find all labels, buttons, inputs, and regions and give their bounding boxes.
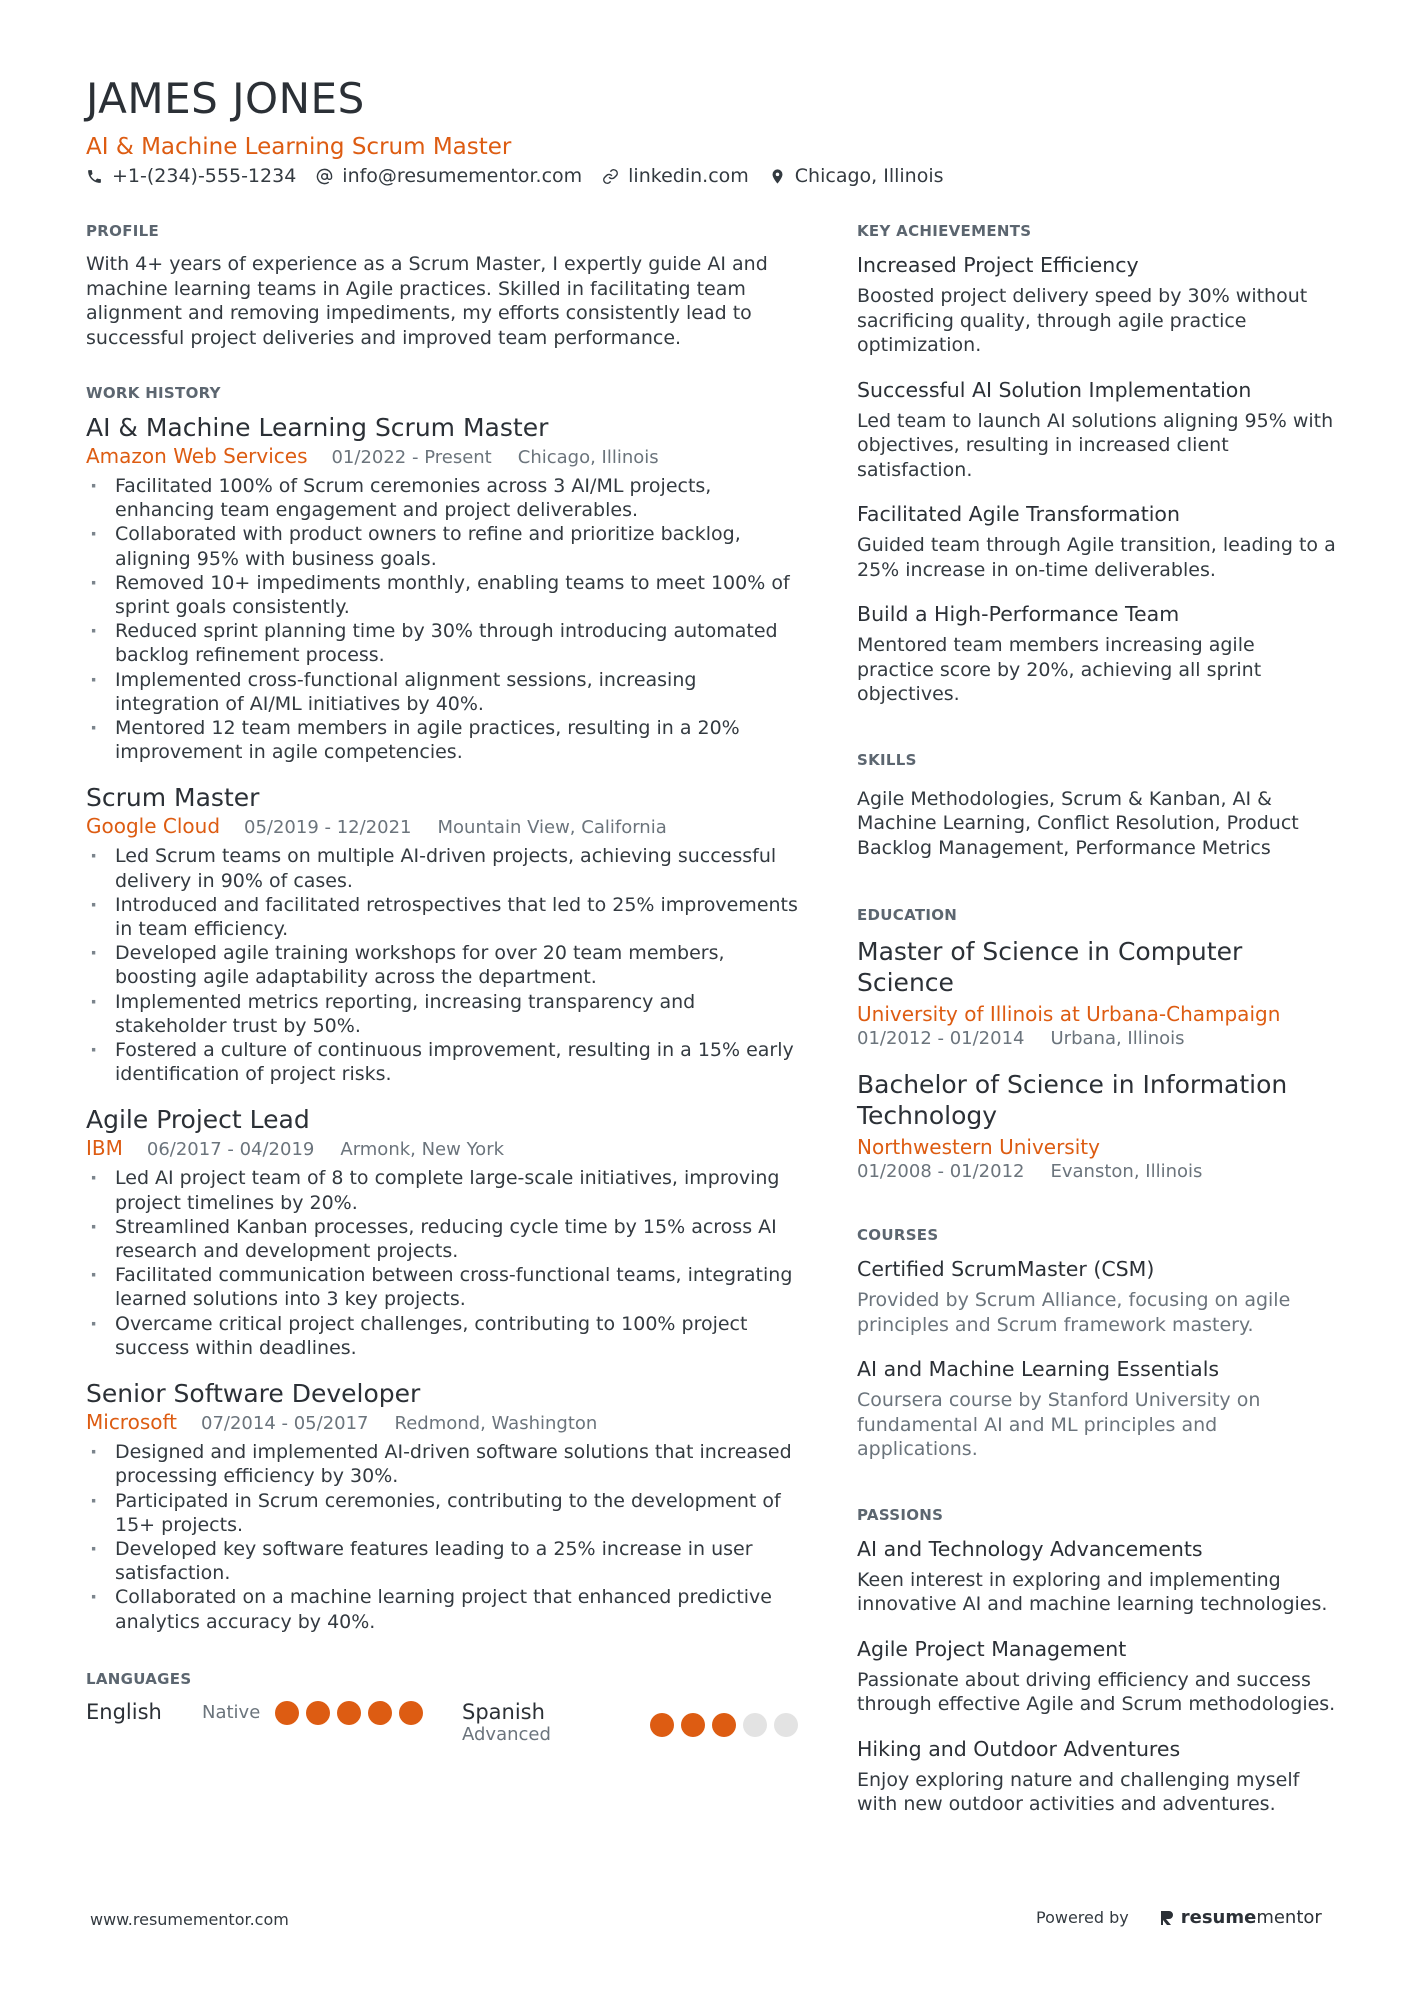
section-heading: KEY ACHIEVEMENTS: [857, 222, 1032, 240]
school-name: University of Illinois at Urbana-Champaign: [857, 1002, 1281, 1026]
languages-row: [86, 1700, 806, 1745]
list-item: · Designed and implemented AI-driven software solutions that increased processing efficiency by 30%.: [86, 1440, 806, 1488]
achievement-desc: Boosted project delivery speed by 30% without sacrificing quality, through agile practice optimization.: [857, 285, 1308, 356]
job-entry: [86, 1104, 806, 1360]
job-bullets: [86, 844, 806, 1086]
course-title: Certified ScrumMaster (CSM): [857, 1257, 1155, 1281]
education-location: Evanston, Illinois: [1050, 1161, 1203, 1182]
rating-dot: [337, 1701, 361, 1725]
job-dates: 01/2022 - Present: [331, 447, 492, 468]
language-level: Advanced: [462, 1723, 551, 1745]
job-dates: 06/2017 - 04/2019: [146, 1139, 315, 1161]
section-heading: PROFILE: [86, 222, 160, 240]
achievement-title: Successful AI Solution Implementation: [857, 377, 1252, 402]
job-bullets: [86, 1440, 806, 1634]
rating-dot: [399, 1701, 423, 1725]
job-bullets: [86, 474, 806, 764]
job-bullets: [86, 1166, 806, 1360]
job-title: AI & Machine Learning Scrum Master: [86, 413, 549, 442]
candidate-name: JAMES JONES: [86, 74, 365, 123]
language-name: English: [86, 1699, 162, 1724]
achievement-desc: Guided team through Agile transition, leading to a 25% increase in on-time deliverables.: [857, 534, 1336, 581]
list-item: · Mentored 12 team members in agile practices, resulting in a 20% improvement in agile competencies.: [86, 716, 806, 764]
skills-section: [857, 751, 1337, 861]
section-heading: LANGUAGES: [86, 1669, 192, 1688]
course-desc: Provided by Scrum Alliance, focusing on agile principles and Scrum framework mastery.: [857, 1289, 1291, 1336]
achievement-desc: Led team to launch AI solutions aligning 95% with objectives, resulting in increased client satisfaction.: [857, 409, 1334, 481]
job-title: Agile Project Lead: [86, 1105, 310, 1135]
section-heading: COURSES: [857, 1226, 939, 1244]
passion-item: [857, 1536, 1337, 1617]
section-heading: WORK HISTORY: [86, 384, 221, 402]
education-meta: [857, 1161, 1337, 1182]
rating-dot: [650, 1713, 674, 1737]
job-meta: [86, 1410, 806, 1434]
section-heading: PASSIONS: [857, 1505, 944, 1524]
rating-dot: [774, 1713, 798, 1737]
company-name: Amazon Web Services: [86, 444, 308, 468]
passions-section: [857, 1506, 1337, 1817]
achievement-desc: Mentored team members increasing agile practice score by 20%, achieving all sprint objectives.: [857, 634, 1262, 705]
course-item: [857, 1256, 1337, 1337]
course-title: AI and Machine Learning Essentials: [857, 1357, 1220, 1381]
job-location: Redmond, Washington: [394, 1413, 598, 1435]
contact-location: [769, 165, 944, 187]
education-meta: [857, 1028, 1337, 1049]
job-dates: 05/2019 - 12/2021: [244, 817, 412, 839]
language-english: [86, 1700, 462, 1725]
location-pin-icon: [769, 168, 786, 185]
languages-section: [86, 1670, 806, 1745]
list-item: · Collaborated with product owners to refine and prioritize backlog, aligning 95% with business goals.: [86, 522, 806, 570]
degree-name: Bachelor of Science in Information Technology: [857, 1070, 1288, 1130]
list-item: · Streamlined Kanban processes, reducing cycle time by 15% across AI research and development projects.: [86, 1215, 806, 1263]
job-location: Chicago, Illinois: [517, 447, 659, 468]
achievement-title: Facilitated Agile Transformation: [857, 502, 1180, 526]
rating-dot: [368, 1701, 392, 1725]
rating-dot: [743, 1713, 767, 1737]
candidate-title: AI & Machine Learning Scrum Master: [86, 134, 512, 160]
passion-desc: Enjoy exploring nature and challenging myself with new outdoor activities and adventures.: [857, 1768, 1300, 1815]
company-name: IBM: [86, 1136, 123, 1161]
list-item: · Developed agile training workshops for over 20 team members, boosting agile adaptability across the department.: [86, 941, 806, 989]
list-item: · Led AI project team of 8 to complete large-scale initiatives, improving project timelines by 20%.: [86, 1166, 806, 1214]
job-entry: [86, 782, 806, 1086]
education-dates: 01/2008 - 01/2012: [857, 1161, 1025, 1182]
job-dates: 07/2014 - 05/2017: [201, 1413, 369, 1435]
achievement-title: Build a High-Performance Team: [857, 602, 1180, 626]
courses-section: [857, 1226, 1337, 1462]
passion-desc: Keen interest in exploring and implementing innovative AI and machine learning technologies.: [857, 1568, 1328, 1615]
rating-dots: [275, 1700, 430, 1725]
job-title: Scrum Master: [86, 783, 260, 813]
course-desc: Coursera course by Stanford University on fundamental AI and ML principles and applications.: [857, 1389, 1261, 1460]
work-history-section: [86, 384, 806, 1634]
achievement-item: [857, 601, 1337, 707]
list-item: · Facilitated 100% of Scrum ceremonies across 3 AI/ML projects, enhancing team engagement and project deliverables.: [86, 474, 806, 522]
job-title: Senior Software Developer: [86, 1379, 421, 1409]
section-heading: EDUCATION: [857, 906, 958, 924]
list-item: · Removed 10+ impediments monthly, enabling teams to meet 100% of sprint goals consistently.: [86, 571, 806, 619]
profile-section: [86, 222, 806, 350]
skills-text: Agile Methodologies, Scrum & Kanban, AI & Machine Learning, Conflict Resolution, Product Backlog Management, Performance Metrics: [857, 787, 1299, 859]
rating-dot: [681, 1713, 705, 1737]
at-icon: [316, 168, 333, 185]
contact-phone[interactable]: [86, 165, 296, 187]
brand-logo[interactable]: [1159, 1907, 1322, 1928]
key-achievements-section: [857, 222, 1337, 707]
company-name: Google Cloud: [86, 814, 221, 839]
rating-dots: [650, 1700, 805, 1737]
brand-name-bold: resume: [1180, 1907, 1257, 1928]
list-item: · Collaborated on a machine learning project that enhanced predictive analytics accuracy by 40%.: [86, 1585, 806, 1633]
contact-linkedin[interactable]: [602, 165, 749, 187]
list-item: · Facilitated communication between cross-functional teams, integrating learned solutions into 3 key projects.: [86, 1263, 806, 1311]
company-name: Microsoft: [86, 1410, 178, 1435]
education-item: [857, 936, 1337, 1049]
education-dates: 01/2012 - 01/2014: [857, 1028, 1025, 1049]
school-name: Northwestern University: [857, 1135, 1100, 1159]
phone-icon: [86, 168, 103, 185]
rating-dot: [712, 1713, 736, 1737]
job-entry: [86, 1378, 806, 1634]
contact-email[interactable]: [316, 165, 582, 187]
list-item: · Reduced sprint planning time by 30% through introducing automated backlog refinement process.: [86, 619, 806, 667]
left-column: [86, 222, 806, 1745]
achievement-item: [857, 377, 1337, 483]
list-item: · Participated in Scrum ceremonies, contributing to the development of 15+ projects.: [86, 1489, 806, 1537]
job-meta: [86, 444, 806, 468]
list-item: · Overcame critical project challenges, contributing to 100% project success within deadlines.: [86, 1312, 806, 1360]
location-text: Chicago, Illinois: [794, 165, 944, 187]
job-meta: [86, 1136, 806, 1160]
language-label-group: [462, 1700, 650, 1745]
resumementor-logo-icon: [1159, 1909, 1175, 1927]
list-item: · Developed key software features leading to a 25% increase in user satisfaction.: [86, 1537, 806, 1585]
job-meta: [86, 814, 806, 838]
rating-dot: [275, 1701, 299, 1725]
profile-text: With 4+ years of experience as a Scrum Master, I expertly guide AI and machine learning teams in Agile practices. Skilled in facilitating team alignment and removing impediments, my efforts consistently lead to successful project deliveries and improved team performance.: [86, 253, 768, 349]
email-text: info@resumementor.com: [342, 165, 583, 187]
passion-item: [857, 1636, 1337, 1717]
list-item: · Implemented cross-functional alignment sessions, increasing integration of AI/ML initiatives by 40%.: [86, 668, 806, 716]
passion-desc: Passionate about driving efficiency and success through effective Agile and Scrum methodologies.: [857, 1668, 1336, 1715]
passion-title: Agile Project Management: [857, 1636, 1127, 1661]
education-section: [857, 906, 1337, 1182]
brand-name-rest: mentor: [1256, 1907, 1322, 1928]
job-location: Mountain View, California: [437, 817, 667, 839]
education-item: [857, 1069, 1337, 1182]
phone-text: +1-(234)-555-1234: [112, 165, 297, 187]
list-item: · Led Scrum teams on multiple AI-driven projects, achieving successful delivery in 90% of cases.: [86, 844, 806, 892]
job-entry: [86, 412, 806, 764]
rating-dot: [306, 1701, 330, 1725]
list-item: · Fostered a culture of continuous improvement, resulting in a 15% early identification of project risks.: [86, 1038, 806, 1086]
job-location: Armonk, New York: [340, 1139, 505, 1161]
list-item: · Introduced and facilitated retrospectives that led to 25% improvements in team efficiency.: [86, 893, 806, 941]
language-name: Spanish: [462, 1699, 545, 1724]
passion-item: [857, 1736, 1337, 1817]
achievement-title: Increased Project Efficiency: [857, 253, 1139, 277]
language-spanish: [462, 1700, 805, 1745]
course-item: [857, 1356, 1337, 1462]
passion-title: Hiking and Outdoor Adventures: [857, 1736, 1181, 1761]
degree-name: Master of Science in Computer Science: [857, 937, 1243, 997]
contact-bar: [86, 165, 964, 187]
linkedin-text: linkedin.com: [628, 165, 749, 187]
powered-by-label: Powered by: [1036, 1908, 1129, 1927]
achievement-item: [857, 501, 1337, 582]
footer-website-link[interactable]: www.resumementor.com: [90, 1910, 289, 1929]
passion-title: AI and Technology Advancements: [857, 1536, 1203, 1561]
section-heading: SKILLS: [857, 750, 917, 769]
language-level: Native: [202, 1701, 261, 1723]
footer-powered-by: [1036, 1907, 1322, 1928]
achievement-item: [857, 252, 1337, 358]
link-icon: [602, 168, 619, 185]
list-item: · Implemented metrics reporting, increasing transparency and stakeholder trust by 50%.: [86, 990, 806, 1038]
right-column: [857, 222, 1337, 1817]
education-location: Urbana, Illinois: [1050, 1028, 1185, 1049]
